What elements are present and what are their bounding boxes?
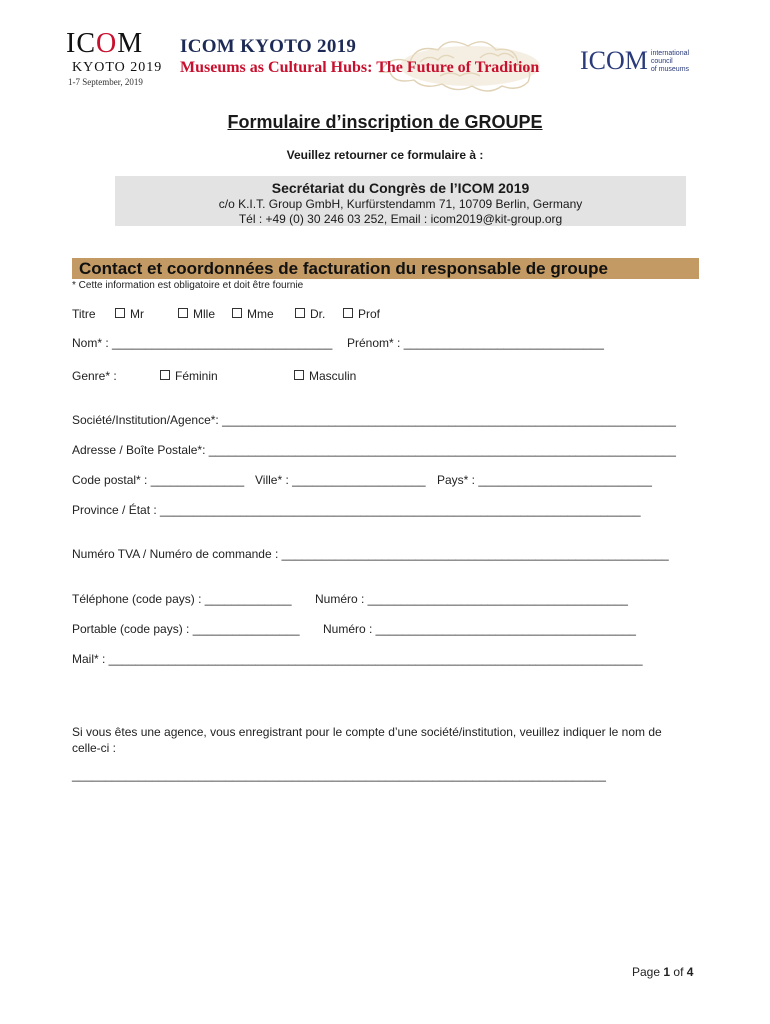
- title-option-dr[interactable]: Dr.: [295, 307, 325, 321]
- logo-dates-text: 1-7 September, 2019: [68, 77, 143, 87]
- section-title: Contact et coordonnées de facturation du responsable de groupe: [79, 259, 608, 278]
- checkbox-icon[interactable]: [294, 370, 304, 380]
- checkbox-icon[interactable]: [160, 370, 170, 380]
- genre-option-feminin[interactable]: Féminin: [160, 369, 218, 383]
- return-note: Veuillez retourner ce formulaire à :: [286, 148, 484, 162]
- logo-kyoto-text: KYOTO 2019: [72, 60, 163, 75]
- prenom-field[interactable]: Prénom* : ______________________________: [347, 336, 604, 350]
- checkbox-icon[interactable]: [295, 308, 305, 318]
- telephone-field[interactable]: Téléphone (code pays) : _____________: [72, 592, 292, 606]
- province-field[interactable]: Province / État : ________________________________________________________________________: [72, 503, 641, 517]
- title-option-mme[interactable]: Mme: [232, 307, 274, 321]
- genre-option-masculin[interactable]: Masculin: [294, 369, 356, 383]
- societe-field[interactable]: Société/Institution/Agence*: ____________________________________________________________________: [72, 413, 676, 427]
- agency-name-field[interactable]: ________________________________________________________________________________: [72, 768, 606, 782]
- adresse-field[interactable]: Adresse / Boîte Postale*: ______________________________________________________________________: [72, 443, 676, 457]
- secretariat-contact: Tél : +49 (0) 30 246 03 252, Email : icom2019@kit-group.org: [238, 212, 563, 226]
- logo-red-o: O: [96, 28, 118, 59]
- genre-label: Genre* :: [72, 369, 117, 383]
- agency-instructions-cont: celle-ci :: [72, 741, 117, 755]
- secretariat-address: c/o K.I.T. Group GmbH, Kurfürstendamm 71, 10709 Berlin, Germany: [218, 197, 583, 211]
- telephone-numero-field[interactable]: Numéro : _______________________________________: [315, 592, 628, 606]
- tva-field[interactable]: Numéro TVA / Numéro de commande : __________________________________________________________: [72, 547, 669, 561]
- cloud-ornament-icon: [360, 22, 580, 94]
- pays-field[interactable]: Pays* : __________________________: [437, 473, 652, 487]
- icom-logo-text: ICOM: [580, 46, 648, 75]
- form-title: Formulaire d’inscription de GROUPE: [227, 112, 543, 132]
- checkbox-icon[interactable]: [232, 308, 242, 318]
- checkbox-icon[interactable]: [115, 308, 125, 318]
- title-option-prof[interactable]: Prof: [343, 307, 380, 321]
- code-postal-field[interactable]: Code postal* : ______________: [72, 473, 245, 487]
- portable-field[interactable]: Portable (code pays) : ________________: [72, 622, 300, 636]
- secretariat-title: Secrétariat du Congrès de l’ICOM 2019: [271, 180, 530, 196]
- portable-numero-field[interactable]: Numéro : _______________________________________: [323, 622, 636, 636]
- secretariat-box: [115, 176, 686, 226]
- checkbox-icon[interactable]: [343, 308, 353, 318]
- titre-label: Titre: [72, 307, 96, 321]
- logo-icom-text: ICOM: [66, 28, 144, 59]
- icom-kyoto-logo: [66, 30, 166, 92]
- icom-logo-caption: international council of museums: [650, 50, 690, 73]
- checkbox-icon[interactable]: [178, 308, 188, 318]
- mandatory-note: * Cette information est obligatoire et doit être fournie: [72, 280, 304, 291]
- nom-field[interactable]: Nom* : _________________________________: [72, 336, 333, 350]
- icom-logo: [580, 46, 710, 80]
- title-option-mlle[interactable]: Mlle: [178, 307, 215, 321]
- title-option-mr[interactable]: Mr: [115, 307, 144, 321]
- ville-field[interactable]: Ville* : ____________________: [255, 473, 426, 487]
- page-number: Page 1 of 4: [632, 965, 694, 979]
- conference-subtitle: Museums as Cultural Hubs: The Future of Tradition: [180, 59, 540, 76]
- mail-field[interactable]: Mail* : ________________________________________________________________________________: [72, 652, 643, 666]
- conference-title: ICOM KYOTO 2019: [180, 36, 357, 57]
- agency-instructions: Si vous êtes une agence, vous enregistrant pour le compte d’une société/institution, veuillez indiquer le nom de: [72, 725, 662, 739]
